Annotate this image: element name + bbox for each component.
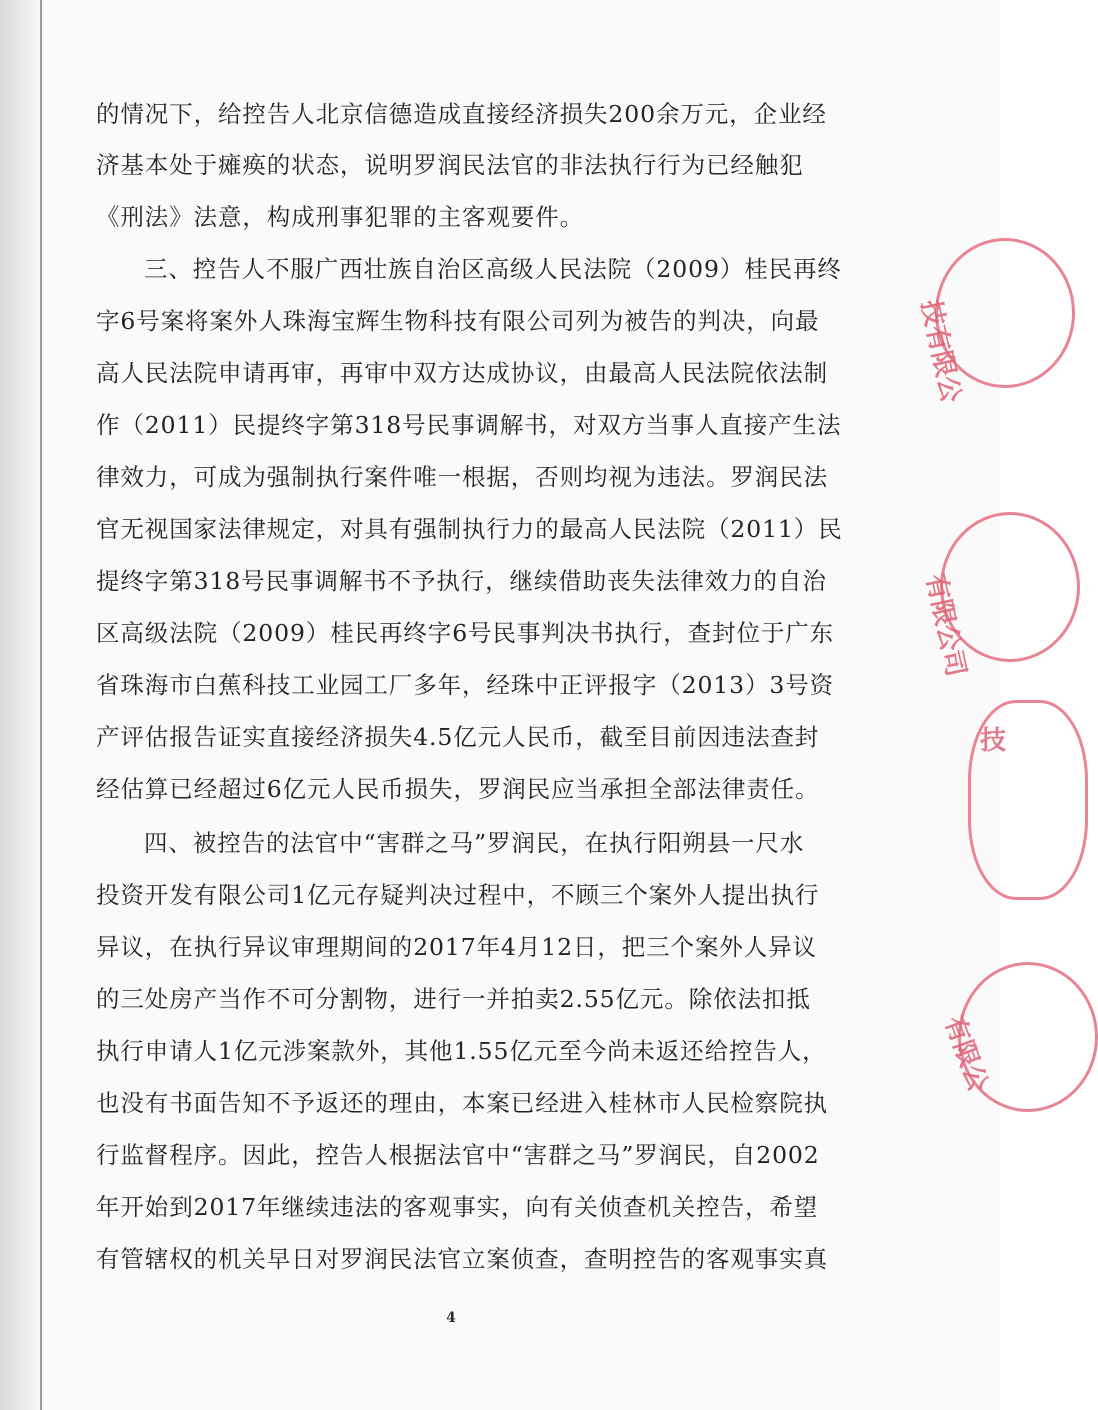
text-line: 官无视国家法律规定，对具有强制执行力的最高人民法院（2011）民	[96, 515, 843, 543]
text-line: 也没有书面告知不予返还的理由，本案已经进入桂林市人民检察院执	[96, 1089, 828, 1117]
seal-text: 有限公	[938, 1012, 994, 1096]
text-line: 异议，在执行异议审理期间的2017年4月12日，把三个案外人异议	[96, 933, 817, 961]
text-line: 作（2011）民提终字第318号民事调解书，对双方当事人直接产生法	[96, 411, 842, 439]
text-line: 年开始到2017年继续违法的客观事实，向有关侦查机关控告，希望	[96, 1193, 819, 1221]
text-line: 三、控告人不服广西壮族自治区高级人民法院（2009）桂民再终	[144, 255, 842, 283]
text-line: 投资开发有限公司1亿元存疑判决过程中，不顾三个案外人提出执行	[96, 881, 820, 909]
text-line: 字6号案将案外人珠海宝辉生物科技有限公司列为被告的判决，向最	[96, 307, 820, 335]
text-line: 行监督程序。因此，控告人根据法官中“害群之马”罗润民，自2002	[96, 1141, 820, 1169]
text-line: 的情况下，给控告人北京信德造成直接经济损失200余万元，企业经	[96, 100, 827, 128]
text-line: 有管辖权的机关早日对罗润民法官立案侦查，查明控告的客观事实真	[96, 1245, 828, 1273]
text-line: 执行申请人1亿元涉案款外，其他1.55亿元至今尚未返还给控告人，	[96, 1037, 827, 1065]
text-line: 高人民法院申请再审，再审中双方达成协议，由最高人民法院依法制	[96, 359, 828, 387]
text-line: 《刑法》法意，构成刑事犯罪的主客观要件。	[96, 203, 584, 231]
text-line: 的三处房产当作不可分割物，进行一并拍卖2.55亿元。除依法扣抵	[96, 985, 811, 1013]
text-line: 四、被控告的法官中“害群之马”罗润民，在执行阳朔县一尺水	[144, 829, 805, 857]
text-line: 律效力，可成为强制执行案件唯一根据，否则均视为违法。罗润民法	[96, 463, 828, 491]
text-line: 省珠海市白蕉科技工业园工厂多年，经珠中正评报字（2013）3号资	[96, 671, 835, 699]
page-number: 4	[446, 1310, 456, 1326]
text-line: 提终字第318号民事调解书不予执行，继续借助丧失法律效力的自治	[96, 567, 827, 595]
seal-text: 有限公司	[919, 571, 971, 680]
text-line: 济基本处于瘫痪的状态，说明罗润民法官的非法执行行为已经触犯	[96, 151, 804, 179]
binding-edge	[40, 0, 42, 1410]
seal-text: 技	[980, 726, 1007, 756]
seal-text: 技有限公	[914, 297, 966, 406]
text-line: 经估算已经超过6亿元人民币损失，罗润民应当承担全部法律责任。	[96, 775, 820, 803]
text-line: 产评估报告证实直接经济损失4.5亿元人民币，截至目前因违法查封	[96, 723, 820, 751]
text-line: 区高级法院（2009）桂民再终字6号民事判决书执行，查封位于广东	[96, 619, 835, 647]
